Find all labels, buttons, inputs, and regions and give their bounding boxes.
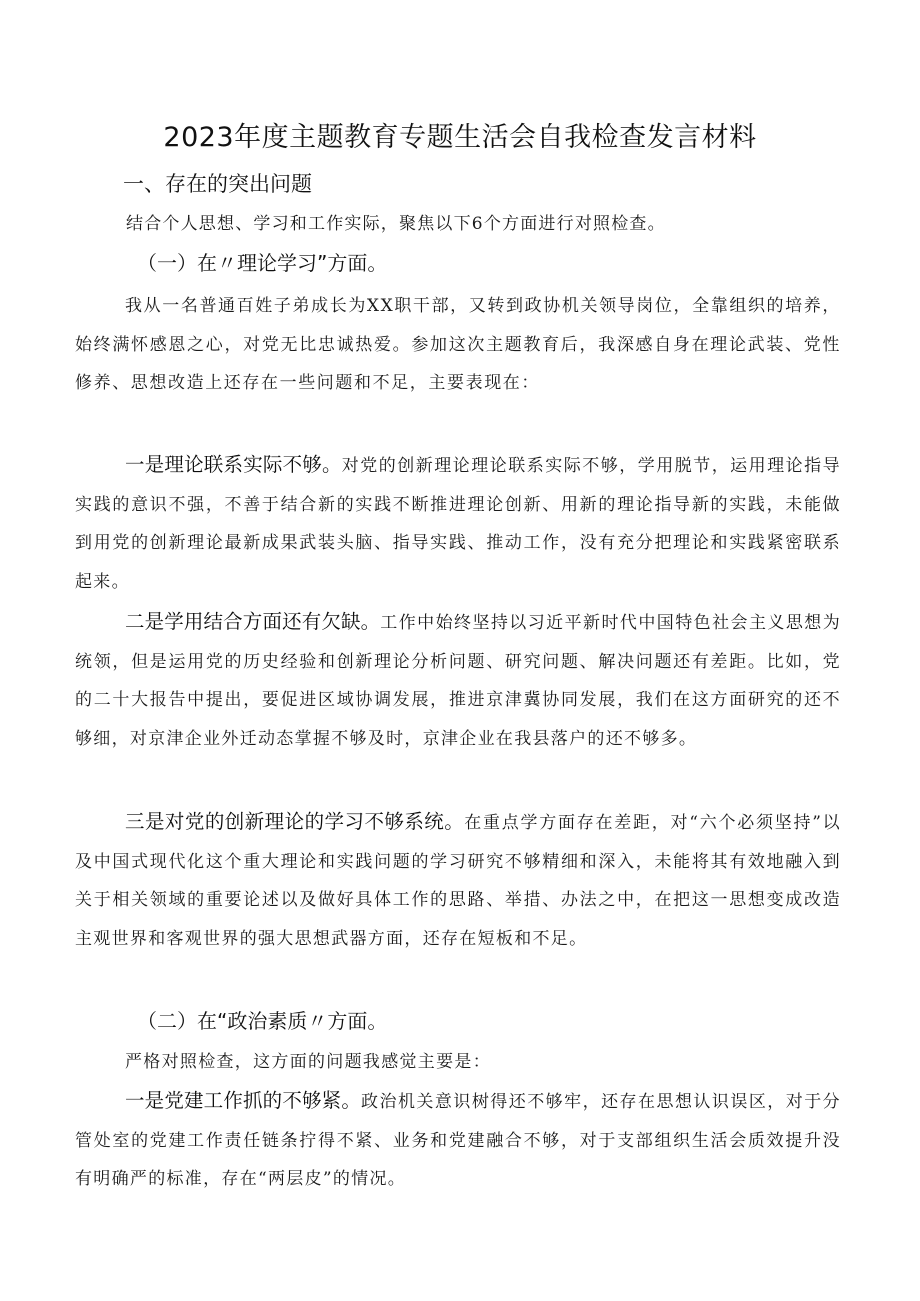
point-lead: 一是理论联系实际不够。	[125, 453, 342, 476]
point-text: 政治机关意识树得还不够牢，还存在思想认识误区，对于分管处室的党建工作责任链条拧得不紧、业务和党建融合不够，对于支部组织生活会质效提升没有明确严的标准，存在“两层皮”的情况。	[75, 1092, 841, 1189]
paragraph-political-opening: 严格对照检查，这方面的问题我感觉主要是：	[125, 1052, 491, 1072]
paragraph-theory-opening: 我从一名普通百姓子弟成长为XX职干部，又转到政协机关领导岗位，全靠组织的培养，始终满怀感恩之心，对党无比忠诚热爱。参加这次主题教育后，我深感自身在理论武装、党性修养、思想改造上还存在一些问题和不足，主要表现在：	[75, 296, 841, 393]
point-lead: 三是对党的创新理论的学习不够系统。	[125, 810, 465, 833]
intro-paragraph: 结合个人思想、学习和工作实际，聚焦以下6个方面进行对照检查。	[126, 214, 666, 234]
subsection-heading-political-quality: （二）在“政治素质〃方面。	[137, 1009, 388, 1033]
point-text: 对党的创新理论理论联系实际不够，学用脱节，运用理论指导实践的意识不强，不善于结合新的实践不断推进理论创新、用新的理论指导新的实践，未能做到用党的创新理论最新成果武装头脑、指导实践、推动工作，没有充分把理论和实践紧密联系起来。	[75, 456, 841, 592]
subsection-heading-theory-study: （一）在〃理论学习”方面。	[137, 251, 388, 275]
point-lead: 一是党建工作抓的不够紧。	[125, 1089, 362, 1112]
paragraph-point-1	[75, 446, 841, 601]
paragraph-point-3	[75, 803, 841, 958]
point-text: 工作中始终坚持以习近平新时代中国特色社会主义思想为统领，但是运用党的历史经验和创新理论分析问题、研究问题、解决问题还有差距。比如，党的二十大报告中提出，要促进区域协调发展，推进京津冀协同发展，我们在这方面研究的还不够细，对京津企业外迁动态掌握不够及时，京津企业在我县落户的还不够多。	[75, 613, 841, 749]
point-lead: 二是学用结合方面还有欠缺。	[125, 610, 381, 633]
section-heading-problems: 一、存在的突出问题	[123, 172, 312, 196]
document-title: 2023年度主题教育专题生活会自我检查发言材料	[163, 122, 757, 153]
paragraph-point-2	[75, 603, 841, 758]
paragraph-political-point-1	[75, 1082, 841, 1199]
point-text: 在重点学方面存在差距，对“六个必须坚持”以及中国式现代化这个重大理论和实践问题的学习研究不够精细和深入，未能将其有效地融入到关于相关领域的重要论述以及做好具体工作的思路、举措、办法之中，在把这一思想变成改造主观世界和客观世界的强大思想武器方面，还存在短板和不足。	[75, 813, 841, 949]
